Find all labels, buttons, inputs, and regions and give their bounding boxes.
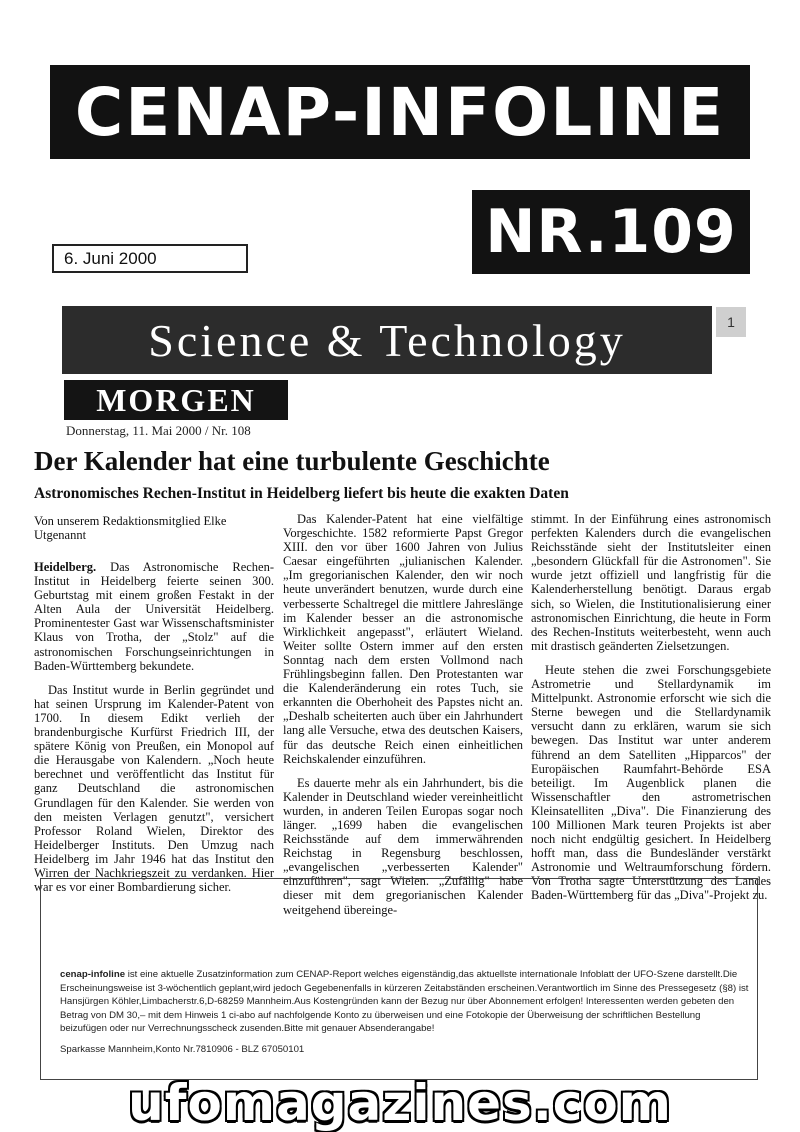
paragraph: Es dauerte mehr als ein Jahrhundert, bis die Kalender in Deutschland wieder vereinheitlicht wurden, in anderen Teilen Europas sogar noch länger. „1699 haben die evangelischen Reichsstände auf dem immerwährenden Reichstag in Regensburg beschlossen, „evangelischen „verbesserten Kalender" einzuführen", sagt Wielen. „Zufällig" habe dieser mit dem gregorianischen Kalender weitgehend übereinge- [283, 775, 523, 917]
article-byline: Von unserem Redaktionsmitglied Elke Utgenannt [34, 514, 227, 542]
article-subheadline: Astronomisches Rechen-Institut in Heidelberg liefert bis heute die exakten Daten [34, 485, 569, 502]
paragraph: Das Institut wurde in Berlin gegründet und hat seinen Ursprung im Kalender-Patent von 1700. In diesem Edikt verlieh der brandenburgische Kurfürst Friedrich III, der spätere König von Preußen, ein Monopol auf die Herausgabe von Kalendern. „Noch heute berechnet und veröffentlicht das Institut für ganz Deutschland die astronomischen Grundlagen für den Kalender. Sie werden von den meisten Verlagen genutzt", versichert Professor Roland Wielen, Direktor des Heidelberger Instituts. Den Umzug nach Heidelberg im Jahr 1946 hat das Institut den Wirren der Nachkriegszeit zu verdanken. Hier war es vor einer Bombardierung sicher. [34, 682, 274, 895]
info-body: ist eine aktuelle Zusatzinformation zum CENAP-Report welches eigenständig,das aktuellste internationale Infoblatt der UFO-Szene darstellt.Die Erscheinungsweise ist 3-wöchentlich geplant,wird jedoch Gegebenenfalls in kürzeren Zeitabständen erscheinen.Verantwortlich im Sinne des Pressegesetz (§8) ist Hansjürgen Köhler,Limbacherstr.6,D-68259 Mannheim.Aus Kostengründen kann der Bezug nur über Abonnement erfolgen! Interessenten werden gebeten den Betrag von DM 30,– mit dem Hinweis 1 ci-abo auf nachfolgende Konto zu überweisen und eine Fotokopie der Überweisung der schriftlichen Bestellung beizufügen oder nur Verrechnungsscheck zusenden.Bitte mit genauer Absenderangabe! [60, 969, 749, 1034]
article-column-2 [283, 512, 523, 927]
newspaper-date: Donnerstag, 11. Mai 2000 / Nr. 108 [66, 423, 251, 438]
article-headline: Der Kalender hat eine turbulente Geschichte [34, 446, 550, 476]
bank-details: Sparkasse Mannheim,Konto Nr.7810906 - BLZ 67050101 [60, 1044, 305, 1055]
paragraph: stimmt. In der Einführung eines astronomisch perfekten Kalenders durch die evangelischen Reichsstände sieht der Institutsleiter einen „besondern Glückfall für die Astronomen". Sie wurde jetzt offiziell und langfristig für die Kalenderherstellung benötigt. Daraus ergab sich, so Wielen, die Institutionalisierung einer astronomischen Einrichtung, die heute in Form des Rechen-Instituts weiterbesteht, wenn auch mit drastisch geänderten Zielsetzungen. [531, 512, 771, 653]
paragraph: Das Astronomische Rechen-Institut in Heidelberg feierte seinen 300. Geburtstag mit einem großen Festakt in der Alten Aula der Universität Heidelberg. Prominentester Gast war Wissenschaftsminister Klaus von Trotha, der „Stolz" auf die astronomischen Forschungseinrichtungen in Baden-Württemberg bekundete. [34, 560, 275, 673]
paragraph: Heute stehen die zwei Forschungsgebiete Astrometrie und Stellardynamik im Mittelpunkt. Astronomie erforscht wie sich die Sterne bewegen und die Stellardynamik versucht dann zu erklären, warum sie sich bewegen. Das Institut war unter anderem führend an dem Satelliten „Hipparcos" der Europäischen Raumfahrt-Behörde ESA beteiligt. Im Augenblick planen die Wissenschaftler den astrometrischen Kleinsatelliten „Diva". Die Finanzierung des 100 Millionen Mark teuren Projekts ist aber noch nicht endgültig gesichert. In Heidelberg hofft man, dass die Bundesländer verstärkt Astronomie und Weltraumforschung fördern. Von Trotha sagte Unterstützung des Landes Baden-Württemberg für das „Diva"-Projekt zu. [531, 662, 771, 903]
issue-date: 6. Juni 2000 [52, 244, 248, 273]
watermark: ufomagazines.com [128, 1074, 672, 1132]
masthead-title: CENAP-INFOLINE [74, 73, 726, 151]
page-number: 1 [716, 307, 746, 337]
paragraph: Das Kalender-Patent hat eine vielfältige Vorgeschichte. 1582 reformierte Papst Gregor XIII. den vor über 1600 Jahren von Julius Caesar eingeführten „julianischen Kalender. „Im gregorianischen Kalender, den wir noch heute unverändert benutzen, wurde durch eine verbesserte Schaltregel die mittlere Jahreslänge im Kalender besser an die astronomische Wirklichkeit angepasst", erläutert Wieland. Weiter sollte Ostern immer auf den ersten Sonntag nach dem ersten Vollmond nach Frühlingsbeginn fallen. Den Protestanten war die Kalenderänderung ein rotes Tuch, sie erkannten die Oberhoheit des Papstes nicht an. „Deshalb scheiterten auch über ein Jahrhundert lang alle Versuche, etwa des deutschen Kaisers, für das deutsche Reich einen einheitlichen Reichskalender einzuführen. [283, 512, 523, 766]
article-column-3 [531, 512, 771, 913]
info-text [60, 968, 750, 1036]
science-banner-title: Science & Technology [148, 314, 626, 366]
issue-number: NR.109 [485, 197, 737, 267]
info-brand: cenap-infoline [60, 969, 126, 980]
dateline: Heidelberg. [34, 560, 97, 574]
newspaper-logo: MORGEN [96, 381, 256, 418]
article-column-1 [34, 560, 274, 904]
